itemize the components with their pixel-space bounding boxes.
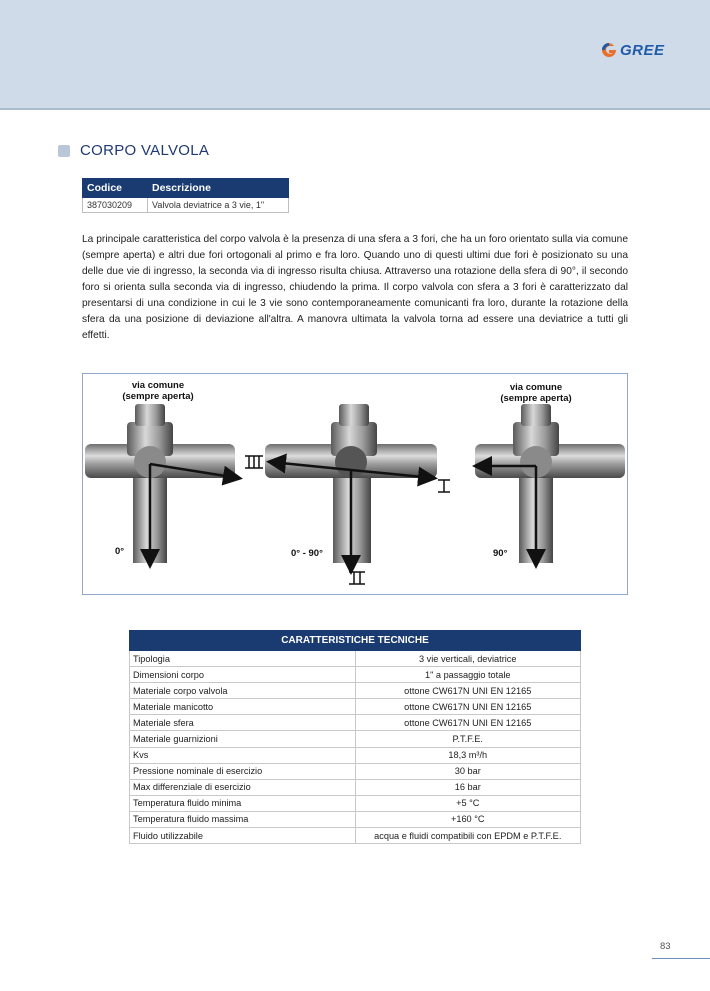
page-number: 83 bbox=[660, 941, 671, 952]
spec-value: 3 vie verticali, deviatrice bbox=[355, 651, 581, 667]
spec-label: Temperatura fluido minima bbox=[130, 795, 356, 811]
spec-label: Materiale sfera bbox=[130, 715, 356, 731]
section-title: CORPO VALVOLA bbox=[80, 142, 210, 159]
table-row bbox=[130, 763, 581, 779]
table-row bbox=[130, 795, 581, 811]
spec-table-body bbox=[130, 651, 581, 844]
spec-label: Kvs bbox=[130, 747, 356, 763]
port-marker-ii-icon bbox=[349, 572, 365, 584]
brand-logo bbox=[600, 40, 665, 60]
valve-diagram bbox=[82, 373, 628, 595]
spec-value: 18,3 m³/h bbox=[355, 747, 581, 763]
spec-value: P.T.F.E. bbox=[355, 731, 581, 747]
common-port-label-right: via comune (sempre aperta) bbox=[500, 382, 572, 404]
spec-label: Materiale manicotto bbox=[130, 699, 356, 715]
spec-value: acqua e fluidi compatibili con EPDM e P.T.F.E. bbox=[355, 828, 581, 844]
spec-label: Max differenziale di esercizio bbox=[130, 779, 356, 795]
valve-0-deg bbox=[85, 404, 238, 564]
angle-label-0-90: 0° - 90° bbox=[291, 548, 323, 559]
section-bullet-icon bbox=[58, 145, 70, 157]
description-cell: Valvola deviatrice a 3 vie, 1" bbox=[148, 198, 289, 213]
table-row bbox=[130, 811, 581, 827]
spec-value: 16 bar bbox=[355, 779, 581, 795]
spec-table-title: CARATTERISTICHE TECNICHE bbox=[130, 631, 581, 651]
spec-value: +5 °C bbox=[355, 795, 581, 811]
spec-table bbox=[129, 630, 581, 844]
description-paragraph: La principale caratteristica del corpo valvola è la presenza di una sfera a 3 fori, che ha un foro orientato sulla via comune (sempre aperta) e altri due fori ortogonali al primo e fra loro. Quando uno di questi ultimi due fori è posizionato su una delle due vie di ingresso, la seconda via di ingresso risulta chiusa. Attraverso una rotazione della sfera di 90°, il secondo foro si orienta sulla seconda via di ingresso, chiudendo la prima. Il corpo valvola con sfera a 3 fori è caratterizzato dal presentarsi di una condizione in cui le 3 vie sono contemporaneamente comunicanti fra loro, durante la rotazione della sfera da una posizione di deviazione all'altra. A manovra ultimata la valvola torna ad essere una deviatrice a tutti gli effetti. bbox=[82, 234, 628, 341]
spec-label: Materiale guarnizioni bbox=[130, 731, 356, 747]
spec-value: +160 °C bbox=[355, 811, 581, 827]
spec-label: Fluido utilizzabile bbox=[130, 828, 356, 844]
code-header: Codice bbox=[83, 179, 148, 198]
code-cell: 387030209 bbox=[83, 198, 148, 213]
table-row bbox=[130, 779, 581, 795]
brand-name: GREE bbox=[620, 41, 665, 59]
table-row bbox=[83, 198, 289, 213]
spec-value: ottone CW617N UNI EN 12165 bbox=[355, 683, 581, 699]
table-row bbox=[130, 699, 581, 715]
spec-label: Materiale corpo valvola bbox=[130, 683, 356, 699]
table-row bbox=[130, 747, 581, 763]
spec-value: 30 bar bbox=[355, 763, 581, 779]
table-row bbox=[130, 683, 581, 699]
gree-logo-icon bbox=[600, 42, 618, 58]
port-marker-i-icon bbox=[438, 480, 450, 492]
code-table bbox=[82, 178, 289, 213]
angle-label-0: 0° bbox=[115, 546, 125, 557]
table-row bbox=[130, 828, 581, 844]
table-row bbox=[130, 667, 581, 683]
table-row bbox=[130, 651, 581, 667]
header-band bbox=[0, 0, 710, 110]
spec-value: ottone CW617N UNI EN 12165 bbox=[355, 715, 581, 731]
port-marker-iii-icon bbox=[245, 456, 263, 468]
spec-label: Pressione nominale di esercizio bbox=[130, 763, 356, 779]
code-table-header bbox=[83, 179, 289, 198]
page-number-rule bbox=[652, 958, 710, 959]
common-port-label-left: via comune (sempre aperta) bbox=[122, 380, 194, 402]
valve-90-deg bbox=[475, 404, 625, 564]
valve-0-90-deg bbox=[265, 404, 437, 570]
description-header: Descrizione bbox=[148, 179, 289, 198]
spec-value: ottone CW617N UNI EN 12165 bbox=[355, 699, 581, 715]
spec-label: Temperatura fluido massima bbox=[130, 811, 356, 827]
spec-label: Dimensioni corpo bbox=[130, 667, 356, 683]
valve-illustration bbox=[83, 374, 627, 594]
table-row bbox=[130, 731, 581, 747]
angle-label-90: 90° bbox=[493, 548, 508, 559]
spec-label: Tipologia bbox=[130, 651, 356, 667]
section-heading bbox=[58, 142, 209, 159]
spec-value: 1" a passaggio totale bbox=[355, 667, 581, 683]
table-row bbox=[130, 715, 581, 731]
